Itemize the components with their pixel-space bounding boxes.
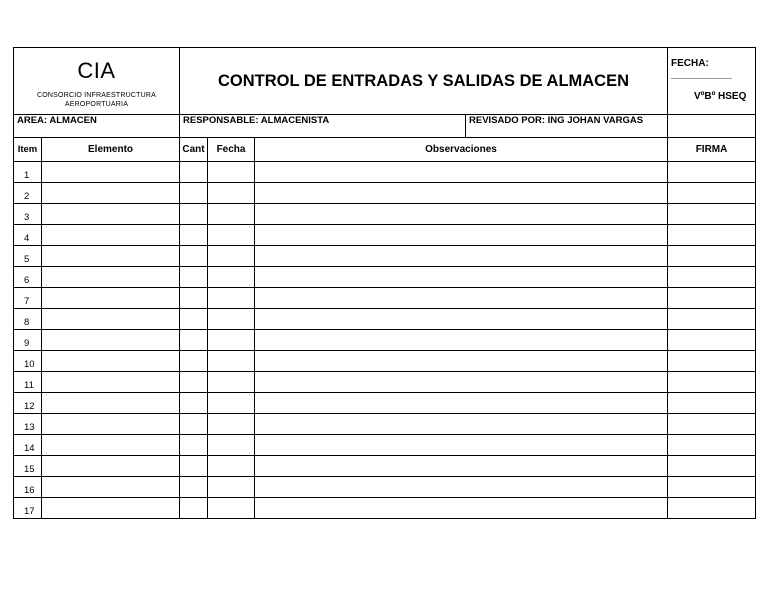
cant-cell[interactable] [180, 456, 208, 477]
cant-cell[interactable] [180, 498, 208, 519]
cant-cell[interactable] [180, 309, 208, 330]
firma-cell[interactable] [668, 330, 756, 351]
elemento-cell[interactable] [42, 309, 180, 330]
observaciones-cell[interactable] [255, 225, 668, 246]
elemento-cell[interactable] [42, 204, 180, 225]
table-row [14, 309, 756, 330]
col-item: Item [14, 138, 42, 162]
row-number: 13 [14, 414, 42, 435]
table-row [14, 414, 756, 435]
observaciones-cell[interactable] [255, 435, 668, 456]
col-cant: Cant [180, 138, 208, 162]
info-empty [668, 115, 756, 138]
fecha-cell-row[interactable] [208, 225, 255, 246]
observaciones-cell[interactable] [255, 393, 668, 414]
elemento-cell[interactable] [42, 498, 180, 519]
fecha-cell-row[interactable] [208, 309, 255, 330]
firma-cell[interactable] [668, 435, 756, 456]
table-row [14, 477, 756, 498]
table-row [14, 351, 756, 372]
observaciones-cell[interactable] [255, 414, 668, 435]
observaciones-cell[interactable] [255, 183, 668, 204]
firma-cell[interactable] [668, 309, 756, 330]
elemento-cell[interactable] [42, 225, 180, 246]
observaciones-cell[interactable] [255, 498, 668, 519]
company-logo [14, 48, 180, 115]
cant-cell[interactable] [180, 288, 208, 309]
firma-cell[interactable] [668, 288, 756, 309]
observaciones-cell[interactable] [255, 477, 668, 498]
observaciones-cell[interactable] [255, 351, 668, 372]
cant-cell[interactable] [180, 225, 208, 246]
row-number: 14 [14, 435, 42, 456]
observaciones-cell[interactable] [255, 267, 668, 288]
cant-cell[interactable] [180, 330, 208, 351]
company-name: CONSORCIO INFRAESTRUCTURA AEROPORTUARIA [37, 91, 156, 108]
firma-cell[interactable] [668, 372, 756, 393]
cant-cell[interactable] [180, 435, 208, 456]
row-number: 11 [14, 372, 42, 393]
firma-cell[interactable] [668, 246, 756, 267]
fecha-cell [668, 48, 756, 115]
fecha-cell-row[interactable] [208, 330, 255, 351]
row-number: 15 [14, 456, 42, 477]
elemento-cell[interactable] [42, 351, 180, 372]
elemento-cell[interactable] [42, 414, 180, 435]
row-number: 5 [14, 246, 42, 267]
table-row [14, 246, 756, 267]
observaciones-cell[interactable] [255, 288, 668, 309]
elemento-cell[interactable] [42, 372, 180, 393]
cant-cell[interactable] [180, 477, 208, 498]
form-title: CONTROL DE ENTRADAS Y SALIDAS DE ALMACEN [180, 48, 668, 115]
elemento-cell[interactable] [42, 162, 180, 183]
row-number: 9 [14, 330, 42, 351]
firma-cell[interactable] [668, 225, 756, 246]
table-row [14, 393, 756, 414]
firma-cell[interactable] [668, 162, 756, 183]
table-row [14, 162, 756, 183]
cant-cell[interactable] [180, 183, 208, 204]
fecha-cell-row[interactable] [208, 162, 255, 183]
elemento-cell[interactable] [42, 288, 180, 309]
fecha-cell-row[interactable] [208, 351, 255, 372]
row-number: 12 [14, 393, 42, 414]
row-number: 4 [14, 225, 42, 246]
row-number: 2 [14, 183, 42, 204]
company-abbr: CIA [77, 57, 116, 83]
table-row [14, 372, 756, 393]
col-observaciones: Observaciones [255, 138, 668, 162]
elemento-cell[interactable] [42, 393, 180, 414]
fecha-cell-row[interactable] [208, 498, 255, 519]
observaciones-cell[interactable] [255, 456, 668, 477]
table-row [14, 204, 756, 225]
cant-cell[interactable] [180, 204, 208, 225]
table-row [14, 456, 756, 477]
column-headers [14, 138, 756, 162]
firma-cell[interactable] [668, 204, 756, 225]
elemento-cell[interactable] [42, 183, 180, 204]
cant-cell[interactable] [180, 162, 208, 183]
fecha-cell-row[interactable] [208, 393, 255, 414]
form-table [13, 47, 756, 519]
elemento-cell[interactable] [42, 246, 180, 267]
fecha-cell-row[interactable] [208, 456, 255, 477]
col-firma: FIRMA [668, 138, 756, 162]
fecha-field[interactable]: FECHA: ___________ [671, 58, 733, 80]
fecha-cell-row[interactable] [208, 183, 255, 204]
elemento-cell[interactable] [42, 477, 180, 498]
observaciones-cell[interactable] [255, 246, 668, 267]
cant-cell[interactable] [180, 267, 208, 288]
table-row [14, 435, 756, 456]
fecha-cell-row[interactable] [208, 477, 255, 498]
col-elemento: Elemento [42, 138, 180, 162]
table-row [14, 225, 756, 246]
firma-cell[interactable] [668, 351, 756, 372]
fecha-cell-row[interactable] [208, 267, 255, 288]
responsable-label: RESPONSABLE: ALMACENISTA [180, 115, 466, 137]
row-number: 16 [14, 477, 42, 498]
firma-cell[interactable] [668, 393, 756, 414]
row-number: 17 [14, 498, 42, 519]
revisado-label: REVISADO POR: ING JOHAN VARGAS [469, 115, 644, 126]
table-row [14, 498, 756, 519]
vobo-label: VºBº HSEQ [694, 91, 747, 102]
firma-cell[interactable] [668, 414, 756, 435]
table-row [14, 183, 756, 204]
firma-cell[interactable] [668, 477, 756, 498]
firma-cell[interactable] [668, 498, 756, 519]
cant-cell[interactable] [180, 351, 208, 372]
firma-cell[interactable] [668, 183, 756, 204]
cant-cell[interactable] [180, 393, 208, 414]
fecha-cell-row[interactable] [208, 288, 255, 309]
area-label: AREA: ALMACEN [14, 115, 180, 138]
fecha-cell-row[interactable] [208, 435, 255, 456]
firma-cell[interactable] [668, 267, 756, 288]
control-form [13, 47, 755, 519]
row-number: 8 [14, 309, 42, 330]
elemento-cell[interactable] [42, 435, 180, 456]
cant-cell[interactable] [180, 414, 208, 435]
firma-cell[interactable] [668, 456, 756, 477]
observaciones-cell[interactable] [255, 330, 668, 351]
row-number: 7 [14, 288, 42, 309]
observaciones-cell[interactable] [255, 162, 668, 183]
info-middle [180, 115, 668, 138]
elemento-cell[interactable] [42, 267, 180, 288]
fecha-cell-row[interactable] [208, 204, 255, 225]
fecha-cell-row[interactable] [208, 372, 255, 393]
row-number: 3 [14, 204, 42, 225]
cant-cell[interactable] [180, 246, 208, 267]
elemento-cell[interactable] [42, 456, 180, 477]
fecha-cell-row[interactable] [208, 246, 255, 267]
observaciones-cell[interactable] [255, 372, 668, 393]
table-row [14, 330, 756, 351]
row-number: 6 [14, 267, 42, 288]
observaciones-cell[interactable] [255, 309, 668, 330]
row-number: 10 [14, 351, 42, 372]
cant-cell[interactable] [180, 372, 208, 393]
table-row [14, 288, 756, 309]
observaciones-cell[interactable] [255, 204, 668, 225]
col-fecha: Fecha [208, 138, 255, 162]
fecha-cell-row[interactable] [208, 414, 255, 435]
row-number: 1 [14, 162, 42, 183]
elemento-cell[interactable] [42, 330, 180, 351]
table-row [14, 267, 756, 288]
